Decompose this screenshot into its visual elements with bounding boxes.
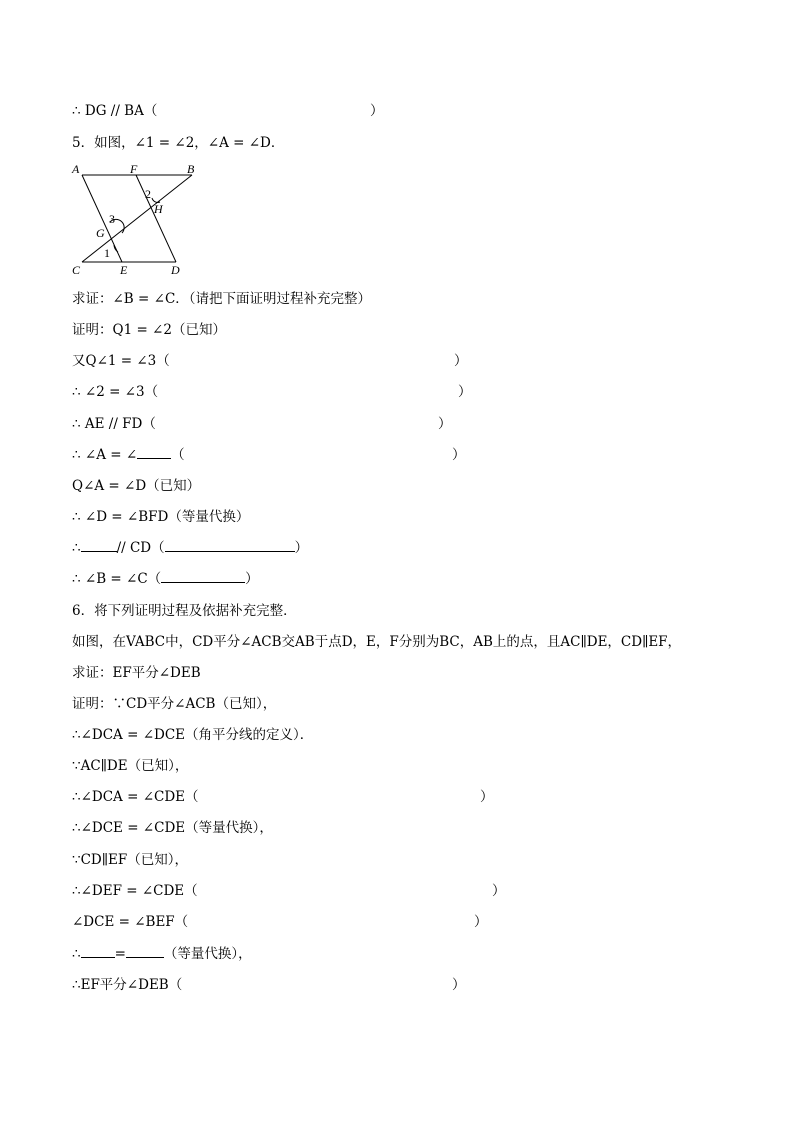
label-E: E [120,263,128,277]
q6-step-5: ∴∠DCE = ∠CDE（等量代换）， [72,820,273,836]
label-B: B [187,162,195,176]
close-paren: ） [438,416,452,432]
step-text: ∴ [72,946,81,962]
close-paren: ） [370,103,384,119]
q6-step-4 [72,788,494,806]
step-text: ∠DCE = ∠BEF（ [72,914,189,930]
close-paren: ） [492,883,506,899]
step-text: ∴ ∠B = ∠C（ [72,571,162,587]
q5-geometry-figure [66,160,206,278]
q6-step-1: 证明：∵CD平分∠ACB（已知）， [72,696,277,712]
label-2: 2 [145,187,151,201]
step-text-b: // CD（ [116,540,165,556]
q6-step-3: ∵AC∥DE（已知）， [72,758,189,774]
q6-step-2: ∴∠DCA = ∠DCE（角平分线的定义）． [72,727,314,743]
close-paren: ） [454,353,468,369]
q6-step-7 [72,882,506,900]
q6-step-10 [72,976,466,994]
q5-step-7: ∴ ∠D = ∠BFD（等量代换） [72,509,250,525]
step-text: ∴ ∠2 = ∠3（ [72,384,159,400]
q6-prove: 求证：EF平分∠DEB [72,665,201,681]
segment-FD [136,175,176,262]
q5-step-9 [72,570,259,588]
step-text-b: （ [171,447,185,463]
q5-step-4 [72,415,452,433]
segment-AE [82,175,122,262]
step-text: ∴ [72,540,81,556]
step-text: ∴EF平分∠DEB（ [72,977,183,993]
q5-step-3 [72,383,472,401]
close-paren: ） [474,914,488,930]
step-text: 又Q∠1 = ∠3（ [72,353,170,369]
label-3: 3 [109,212,115,226]
step-text: ∴ DG // BA（ [72,103,158,119]
label-1: 1 [104,246,110,260]
answer-blank-left[interactable] [81,945,115,958]
q6-step-8 [72,913,488,931]
close-paren: ） [458,384,472,400]
close-paren: ） [480,789,494,805]
answer-blank[interactable] [81,539,117,552]
label-F: F [130,162,138,176]
q6-step-9 [72,945,252,963]
q6-step-6: ∵CD∥EF（已知）， [72,852,188,868]
q5-step-6: Q∠A = ∠D（已知） [72,478,201,494]
answer-blank-right[interactable] [126,945,164,958]
reason-blank[interactable] [161,570,245,583]
close-paren: ） [294,540,309,556]
close-paren: ） [452,447,466,463]
answer-blank[interactable] [137,446,171,459]
q5-step-1: 证明：Q1 = ∠2（已知） [72,322,226,338]
step-text: ∴∠DEF = ∠CDE（ [72,883,198,899]
q6-header: 6．将下列证明过程及依据补充完整． [72,603,297,619]
label-C: C [72,263,81,277]
close-paren: ） [245,571,259,587]
q5-step-8 [72,539,308,557]
reason-blank[interactable] [165,539,295,552]
label-A: A [72,162,80,176]
q5-step-2 [72,352,468,370]
label-G: G [96,226,105,240]
q4-final-step [72,102,384,120]
q5-header: 5．如图，∠1 = ∠2，∠A = ∠D． [72,135,285,151]
step-text: ∴ ∠A = ∠ [72,447,138,463]
q6-statement: 如图，在VABC中，CD平分∠ACB交AB于点D，E，F分别为BC，AB上的点，且AC∥DE，CD∥EF， [72,634,682,650]
equals-sign: = [114,946,126,962]
label-D: D [171,263,180,277]
step-text-c: （等量代换）， [163,946,252,962]
segment-CB [82,175,192,262]
label-H: H [154,202,163,216]
step-text: ∴ AE // FD（ [72,416,156,432]
close-paren: ） [452,977,466,993]
q5-prove: 求证：∠B = ∠C．（请把下面证明过程补充完整） [72,291,372,307]
step-text: ∴∠DCA = ∠CDE（ [72,789,199,805]
q5-step-5 [72,446,466,464]
